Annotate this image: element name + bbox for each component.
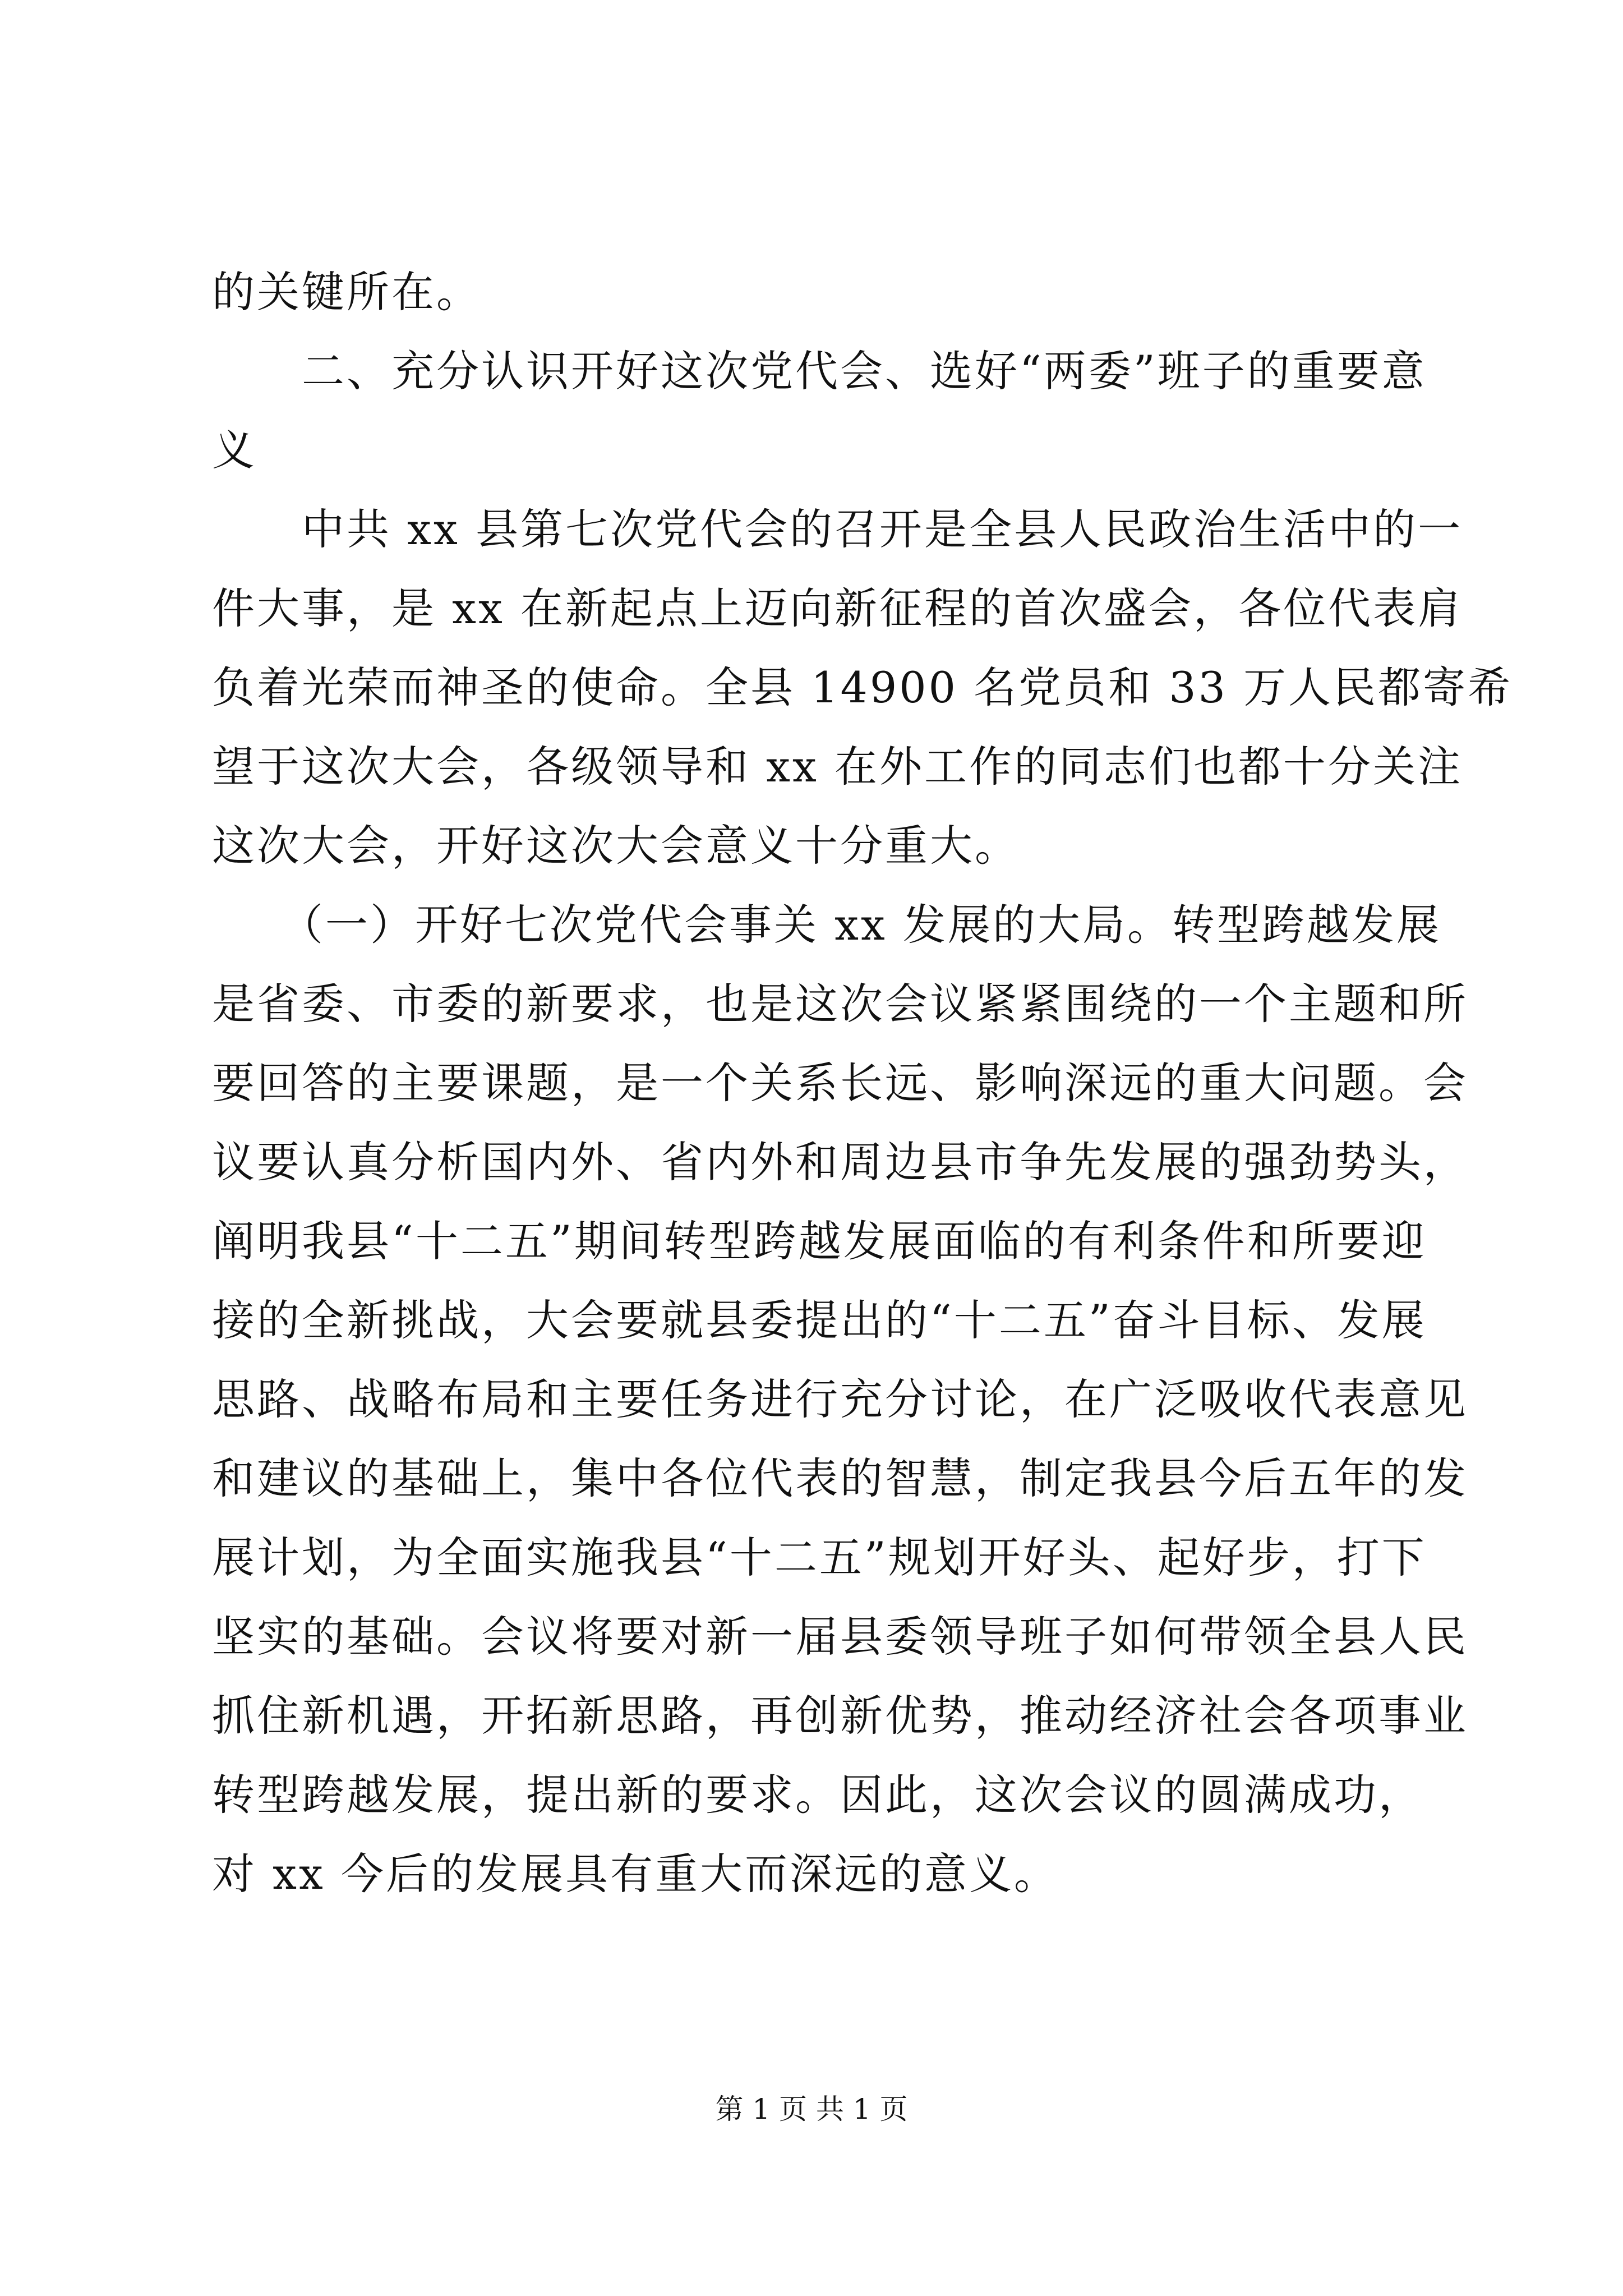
text-line: 望于这次大会，各级领导和 xx 在外工作的同志们也都十分关注 bbox=[212, 742, 1463, 792]
text-line: 件大事，是 xx 在新起点上迈向新征程的首次盛会，各位代表肩 bbox=[212, 583, 1463, 633]
page-footer: 第 1 页 共 1 页 bbox=[715, 2093, 908, 2125]
text-line: 这次大会，开好这次大会意义十分重大。 bbox=[212, 821, 1020, 871]
text-line: 对 xx 今后的发展具有重大而深远的意义。 bbox=[212, 1849, 1059, 1899]
text-line: 阐明我县“十二五”期间转型跨越发展面临的有利条件和所要迎 bbox=[212, 1216, 1427, 1266]
section-heading-line: 义 bbox=[212, 425, 257, 475]
section-heading-line: 二、充分认识开好这次党代会、选好“两委”班子的重要意 bbox=[212, 346, 1427, 396]
text-line: 是省委、市委的新要求，也是这次会议紧紧围绕的一个主题和所 bbox=[212, 979, 1468, 1029]
text-line: 中共 xx 县第七次党代会的召开是全县人民政治生活中的一 bbox=[212, 504, 1463, 554]
text-line: 议要认真分析国内外、省内外和周边县市争先发展的强劲势头， bbox=[212, 1137, 1468, 1187]
text-line: 接的全新挑战，大会要就县委提出的“十二五”奋斗目标、发展 bbox=[212, 1295, 1427, 1345]
text-line: 和建议的基础上，集中各位代表的智慧，制定我县今后五年的发 bbox=[212, 1453, 1468, 1503]
text-line: 负着光荣而神圣的使命。全县 14900 名党员和 33 万人民都寄希 bbox=[212, 662, 1513, 712]
text-line: （一）开好七次党代会事关 xx 发展的大局。转型跨越发展 bbox=[212, 900, 1442, 950]
document-body bbox=[212, 252, 1513, 1913]
text-line: 思路、战略布局和主要任务进行充分讨论，在广泛吸收代表意见 bbox=[212, 1374, 1468, 1424]
text-line: 要回答的主要课题，是一个关系长远、影响深远的重大问题。会 bbox=[212, 1058, 1468, 1108]
text-line: 的关键所在。 bbox=[212, 267, 481, 317]
text-line: 坚实的基础。会议将要对新一届县委领导班子如何带领全县人民 bbox=[212, 1612, 1468, 1662]
text-line: 转型跨越发展，提出新的要求。因此，这次会议的圆满成功， bbox=[212, 1770, 1423, 1820]
text-line: 抓住新机遇，开拓新思路，再创新优势，推动经济社会各项事业 bbox=[212, 1691, 1468, 1741]
text-line: 展计划，为全面实施我县“十二五”规划开好头、起好步，打下 bbox=[212, 1533, 1427, 1582]
